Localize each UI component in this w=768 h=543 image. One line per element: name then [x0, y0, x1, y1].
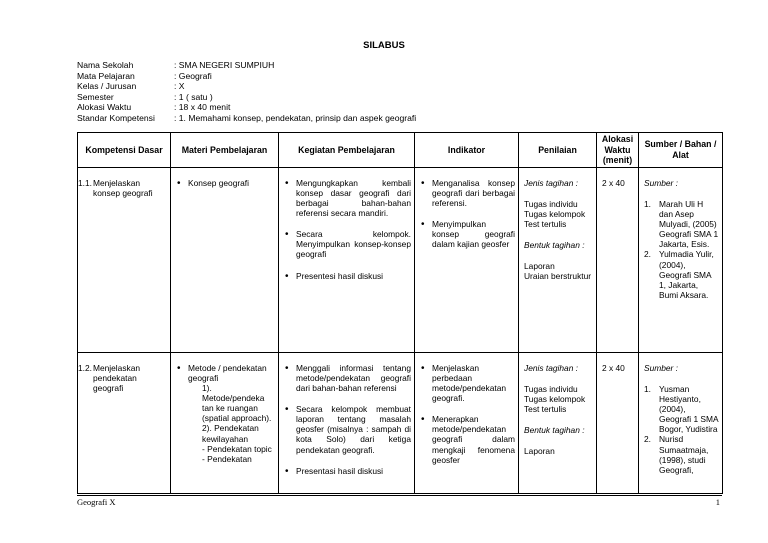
materi-main: Metode / pendekatan geografi	[188, 363, 267, 384]
info-row	[77, 60, 416, 71]
info-row	[77, 113, 416, 124]
kd-cell	[78, 168, 171, 353]
footer-subject: Geografi X	[77, 497, 116, 507]
info-value: : X	[174, 81, 185, 92]
alokasi-value: 2 x 40	[602, 363, 625, 373]
list-item: • Presentesi hasil diskusi	[284, 271, 411, 281]
list-item	[644, 434, 719, 474]
alokasi-value: 2 x 40	[602, 178, 625, 188]
jenis-tagihan-label: Jenis tagihan :	[524, 178, 579, 188]
table-header-row	[78, 133, 723, 168]
penilaian-cell	[519, 168, 597, 353]
list-item: • Mengungkapkan kembali konsep dasar geografi dari berbagai bahan-bahan referensi secara mandiri.	[284, 178, 411, 218]
info-label: Kelas / Jurusan	[77, 81, 137, 92]
info-label: Nama Sekolah	[77, 60, 134, 70]
penilaian-cell	[519, 353, 597, 494]
sumber-cell	[639, 168, 723, 353]
list-item	[644, 199, 719, 249]
list-item: Laporan	[524, 446, 555, 457]
list-item: Tugas individu	[524, 199, 578, 210]
kd-number: 1.1.	[78, 178, 92, 188]
list-item: • Menyimpulkan konsep geografi dalam kajian geosfer	[420, 219, 515, 249]
info-value: : Geografi	[174, 70, 212, 81]
list-item: Tugas kelompok	[524, 209, 586, 220]
list-item: • Konsep geografi	[176, 178, 275, 188]
syllabus-table	[77, 132, 723, 494]
item-number: 2.	[644, 434, 651, 445]
list-item: • Secara kelompok membuat laporan tentang masalah geosfer (misalnya : sampah di kota Solo) dari ketiga pendekatan geografi.	[284, 404, 411, 454]
indikator-cell	[415, 353, 519, 494]
info-value: : 1 ( satu )	[174, 91, 213, 102]
info-row	[77, 81, 416, 92]
header-indikator: Indikator	[415, 133, 519, 168]
info-row	[77, 71, 416, 82]
item-number: 1.	[644, 384, 651, 395]
page-number: 1	[715, 497, 720, 507]
alokasi-cell	[597, 168, 639, 353]
info-value: : 1. Memahami konsep, pendekatan, prinsip dan aspek geografi	[174, 112, 417, 123]
bentuk-tagihan-label: Bentuk tagihan :	[524, 240, 585, 251]
list-item: Tugas individu	[524, 384, 578, 395]
list-item: Uraian berstruktur	[524, 271, 592, 282]
list-item: 1). Metode/pendeka tan ke ruangan (spatial approach).	[202, 383, 272, 424]
table-row	[78, 168, 723, 353]
list-item: 2). Pendekatan kewilayahan	[202, 423, 259, 444]
item-number: 2.	[644, 249, 651, 260]
table-row	[78, 353, 723, 494]
info-label: Mata Pelajaran	[77, 70, 135, 81]
info-value: : 18 x 40 menit	[174, 102, 231, 113]
header-kegiatan: Kegiatan Pembelajaran	[279, 133, 415, 168]
list-item: • Presentasi hasil diskusi	[284, 466, 411, 476]
item-text: Yulmadia Yulir, (2004), Geografi SMA 1, Jakarta, Bumi Aksara.	[659, 249, 714, 300]
list-item: - Pendekatan	[202, 453, 252, 464]
list-item: Test tertulis	[524, 219, 567, 230]
list-item: • Menggali informasi tentang metode/pendekatan geografi dari bahan-bahan referensi	[284, 363, 411, 393]
list-item: Laporan	[524, 261, 555, 272]
kd-cell	[78, 353, 171, 494]
materi-cell	[171, 353, 279, 494]
list-item	[644, 384, 719, 434]
school-info	[77, 60, 416, 124]
header-penilaian: Penilaian	[519, 133, 597, 168]
list-item: Test tertulis	[524, 404, 567, 415]
sumber-label: Sumber :	[644, 178, 678, 188]
sumber-label: Sumber :	[644, 363, 678, 373]
kegiatan-cell	[279, 168, 415, 353]
item-text: Marah Uli H dan Asep Mulyadi, (2005) Geografi SMA 1 Jakarta, Esis.	[659, 199, 719, 250]
list-item: • Menerapkan metode/pendekatan geografi dalam mengkaji fenomena geosfer	[420, 414, 515, 464]
kegiatan-cell	[279, 353, 415, 494]
sumber-cell	[639, 353, 723, 494]
item-text: Nurisd Sumaatmaja, (1998), studi Geografi,	[659, 434, 709, 475]
header-kompetensi-dasar: Kompetensi Dasar	[78, 133, 171, 168]
list-item: - Pendekatan topic	[202, 443, 272, 454]
item-number: 1.	[644, 199, 651, 210]
header-materi: Materi Pembelajaran	[171, 133, 279, 168]
materi-cell	[171, 168, 279, 353]
page-title: SILABUS	[363, 40, 405, 51]
info-label: Standar Kompetensi	[77, 112, 155, 123]
header-sumber: Sumber / Bahan / Alat	[639, 133, 723, 168]
kd-text: Menjelaskan pendekatan geografi	[93, 363, 141, 394]
list-item: • Menganalisa konsep geografi dari berbagai referensi.	[420, 178, 515, 208]
list-item	[176, 363, 275, 464]
indikator-cell	[415, 168, 519, 353]
list-item: Tugas kelompok	[524, 394, 586, 405]
list-item	[644, 249, 719, 299]
header-alokasi: Alokasi Waktu (menit)	[597, 133, 639, 168]
kd-text: Menjelaskan konsep geografi	[93, 178, 153, 199]
alokasi-cell	[597, 353, 639, 494]
info-value: : SMA NEGERI SUMPIUH	[174, 60, 275, 70]
info-label: Semester	[77, 91, 114, 102]
item-text: Yusman Hestiyanto, (2004), Geografi 1 SMA Bogor, Yudistira	[659, 384, 719, 435]
info-row	[77, 102, 416, 113]
jenis-tagihan-label: Jenis tagihan :	[524, 363, 579, 373]
info-row	[77, 92, 416, 103]
info-label: Alokasi Waktu	[77, 102, 132, 113]
list-item: • Menjelaskan perbedaan metode/pendekatan geografi.	[420, 363, 515, 403]
list-item: • Secara kelompok. Menyimpulkan konsep-konsep geografi	[284, 229, 411, 259]
bentuk-tagihan-label: Bentuk tagihan :	[524, 425, 585, 436]
footer-divider	[77, 495, 722, 496]
kd-number: 1.2.	[78, 363, 92, 373]
